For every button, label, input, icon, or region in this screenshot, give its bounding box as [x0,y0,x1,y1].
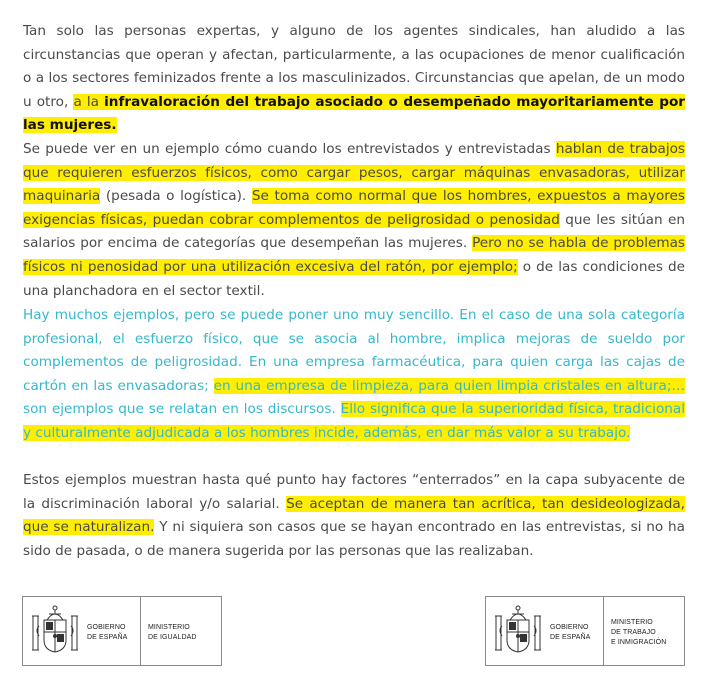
gov-line-1: GOBIERNO [87,624,126,631]
p4-highlight-1: Se aceptan de manera tan acrítica, tan desideologizada, que se naturalizan. [23,495,685,536]
p3-highlight-1: en una empresa de limpieza, para quien limpia cristales en altura;… [213,377,686,394]
p3-highlight-2: Ello significa que la superioridad física, tradicional y culturalmente adjudicada a los hombres incide, además, en dar más valor a su trabajo. [23,401,685,441]
gov-line-2: DE ESPAÑA [550,634,591,641]
logo-ministerio-trabajo [485,596,685,666]
gobierno-text [87,623,127,643]
p2-text-1: Se puede ver en un ejemplo cómo cuando los entrevistados y entrevistadas [23,141,556,157]
p4-text-1: Estos ejemplos muestran hasta qué punto hay factores “enterrados” en la capa subyacente de la discriminación laboral y/o salarial. [23,472,685,512]
min-line-1: MINISTERIO [148,624,190,631]
logo-divider [603,597,604,665]
gov-line-2: DE ESPAÑA [87,634,128,641]
min-line-2: DE TRABAJO [611,629,656,636]
p4-text-2: Y ni siquiera son casos que se hayan encontrado en las entrevistas, si no ha sido de pasada, o de manera sugerida por las personas que las realizaban. [23,519,685,559]
paragraph-4 [23,469,685,563]
coat-of-arms-icon [492,602,544,660]
p1-highlight-1: a la [73,93,105,110]
logo-ministerio-igualdad [22,596,222,666]
gov-line-1: GOBIERNO [550,624,589,631]
p2-text-2: (pesada o logística). [100,188,252,205]
gobierno-text [550,623,590,643]
p2-highlight-2: Se toma como normal que los hombres, expuestos a mayores exigencias físicas, puedan cobrar complementos de peligrosidad o penosidad [23,188,685,228]
p2-text-3: que les sitúan en salarios por encima de categorías que desempeñan las mujeres. [23,211,686,252]
p2-highlight-1: hablan de trabajos que requieren esfuerzos físicos, como cargar pesos, cargar máquinas envasadoras, utilizar maquinaria [23,141,685,205]
p1-highlight-bold: infravaloración del trabajo asociado o desempeñado mayoritariamente por las mujeres. [23,93,685,134]
p2-highlight-3: Pero no se habla de problemas físicos ni penosidad por una utilización excesiva del ratón, por ejemplo; [23,235,686,275]
coat-of-arms-icon [29,602,81,660]
logo-divider [140,597,141,665]
paragraph-1 [23,20,685,138]
min-line-1: MINISTERIO [611,619,653,626]
p3-text-2: son ejemplos que se relatan en los discursos. [23,401,341,418]
ministerio-text [148,623,197,643]
min-line-2: DE IGUALDAD [148,634,197,641]
p1-text-1: Tan solo las personas expertas, y alguno de los agentes sindicales, han aludido a las circunstancias que operan y afectan, particularmente, a las ocupaciones de menor cualificación o a los sectores feminizados frente a los masculinizados. Circunstancias que apelan, de un modo u otro, [23,23,685,110]
paragraph-2 [23,138,685,303]
p3-text-1: Hay muchos ejemplos, pero se puede poner uno muy sencillo. En el caso de una sola categoría profesional, el esfuerzo físico, que se asocia al hombre, implica mejoras de sueldo por complementos de peligrosidad. En una empresa farmacéutica, para quien carga las cajas de cartón en las envasadoras; [23,307,685,394]
p2-text-4: o de las condiciones de una planchadora en el sector textil. [23,258,685,299]
min-line-3: E INMIGRACIÓN [611,639,667,646]
paragraph-3 [23,304,685,446]
ministerio-text [611,618,666,648]
